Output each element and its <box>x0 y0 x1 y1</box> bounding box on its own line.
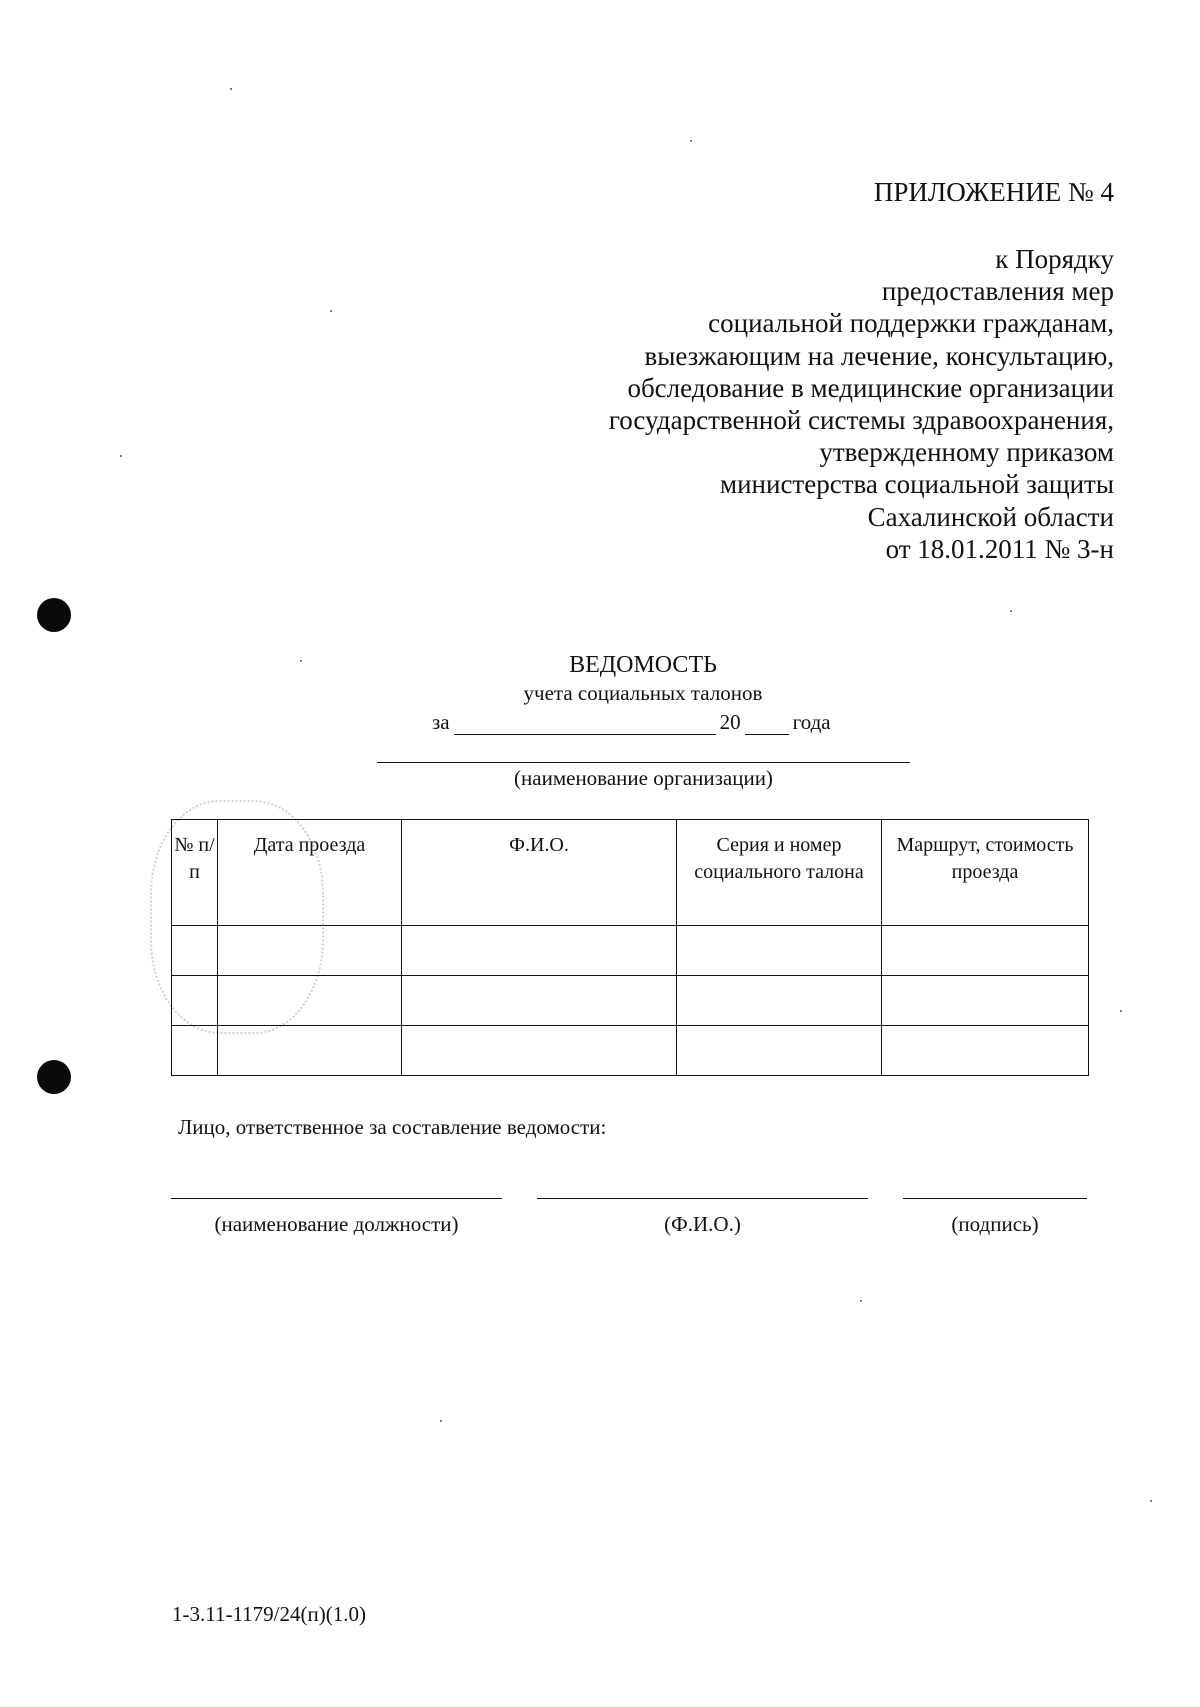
table-header-row <box>172 820 1089 926</box>
appendix-ref-line: обследование в медицинские организации <box>627 372 1114 403</box>
period-suffix: года <box>792 710 831 734</box>
table-cell <box>677 926 882 976</box>
scan-speck <box>860 1300 862 1302</box>
period-line <box>430 710 833 735</box>
year-blank <box>745 714 789 735</box>
appendix-ref-line: социальной поддержки гражданам, <box>708 308 1114 339</box>
table-cell <box>402 926 677 976</box>
column-header-date: Дата проезда <box>218 820 402 926</box>
scan-speck <box>1120 1010 1122 1012</box>
organization-caption: (наименование организации) <box>514 766 773 790</box>
period-blank <box>454 714 716 735</box>
table-row <box>172 926 1089 976</box>
appendix-ref-line: Сахалинской области <box>867 501 1114 532</box>
table-cell <box>172 1026 218 1076</box>
table-cell <box>677 1026 882 1076</box>
scan-speck <box>1010 610 1012 612</box>
name-caption: (Ф.И.О.) <box>664 1212 741 1236</box>
appendix-ref-line: выезжающим на лечение, консультацию, <box>644 340 1114 371</box>
table-cell <box>218 976 402 1026</box>
table-cell <box>882 926 1089 976</box>
appendix-ref-line: министерства социальной защиты <box>720 469 1114 500</box>
scan-speck <box>690 140 692 142</box>
name-signature-line <box>537 1198 868 1199</box>
table-cell <box>172 976 218 1026</box>
document-title: ВЕДОМОСТЬ <box>569 652 717 678</box>
punch-hole <box>37 598 71 632</box>
title-block <box>0 650 1200 706</box>
signature-caption: (подпись) <box>951 1212 1039 1236</box>
table-cell <box>882 1026 1089 1076</box>
scan-speck <box>330 310 332 312</box>
appendix-ref-line: утвержденному приказом <box>819 437 1114 468</box>
scan-speck <box>300 660 302 662</box>
column-header-route: Маршрут, стоимость проезда <box>882 820 1089 926</box>
period-year: 20 <box>719 710 741 734</box>
scan-speck <box>120 455 122 457</box>
table-cell <box>402 1026 677 1076</box>
period-prefix: за <box>432 710 450 734</box>
position-caption: (наименование должности) <box>214 1212 459 1236</box>
table-cell <box>677 976 882 1026</box>
appendix-ref-line: к Порядку <box>995 244 1114 274</box>
appendix-title: ПРИЛОЖЕНИЕ № 4 <box>873 177 1114 207</box>
table-cell <box>218 1026 402 1076</box>
table-row <box>172 1026 1089 1076</box>
appendix-ref-line: государственной системы здравоохранения, <box>608 405 1114 436</box>
column-header-number: № п/п <box>172 820 218 926</box>
table-cell <box>402 976 677 1026</box>
position-signature-line <box>171 1198 502 1199</box>
scan-speck <box>1150 1500 1152 1502</box>
document-subtitle: учета социальных талонов <box>523 681 763 705</box>
punch-hole <box>37 1060 71 1094</box>
organization-line <box>377 762 910 763</box>
talon-ledger-table <box>171 819 1089 1076</box>
table-cell <box>218 926 402 976</box>
responsible-person-label: Лицо, ответственное за составление ведомости: <box>178 1115 607 1139</box>
appendix-ref-line: предоставления мер <box>881 276 1114 307</box>
document-code: 1-3.11-1179/24(п)(1.0) <box>172 1602 366 1626</box>
signature-line <box>903 1198 1087 1199</box>
scan-speck <box>440 1420 442 1422</box>
column-header-name: Ф.И.О. <box>402 820 677 926</box>
table-cell <box>172 926 218 976</box>
scan-speck <box>230 88 232 90</box>
appendix-reference <box>609 243 1114 565</box>
table-cell <box>882 976 1089 1026</box>
table-row <box>172 976 1089 1026</box>
column-header-talon: Серия и номер социального талона <box>677 820 882 926</box>
appendix-ref-line: от 18.01.2011 № 3-н <box>885 533 1114 564</box>
